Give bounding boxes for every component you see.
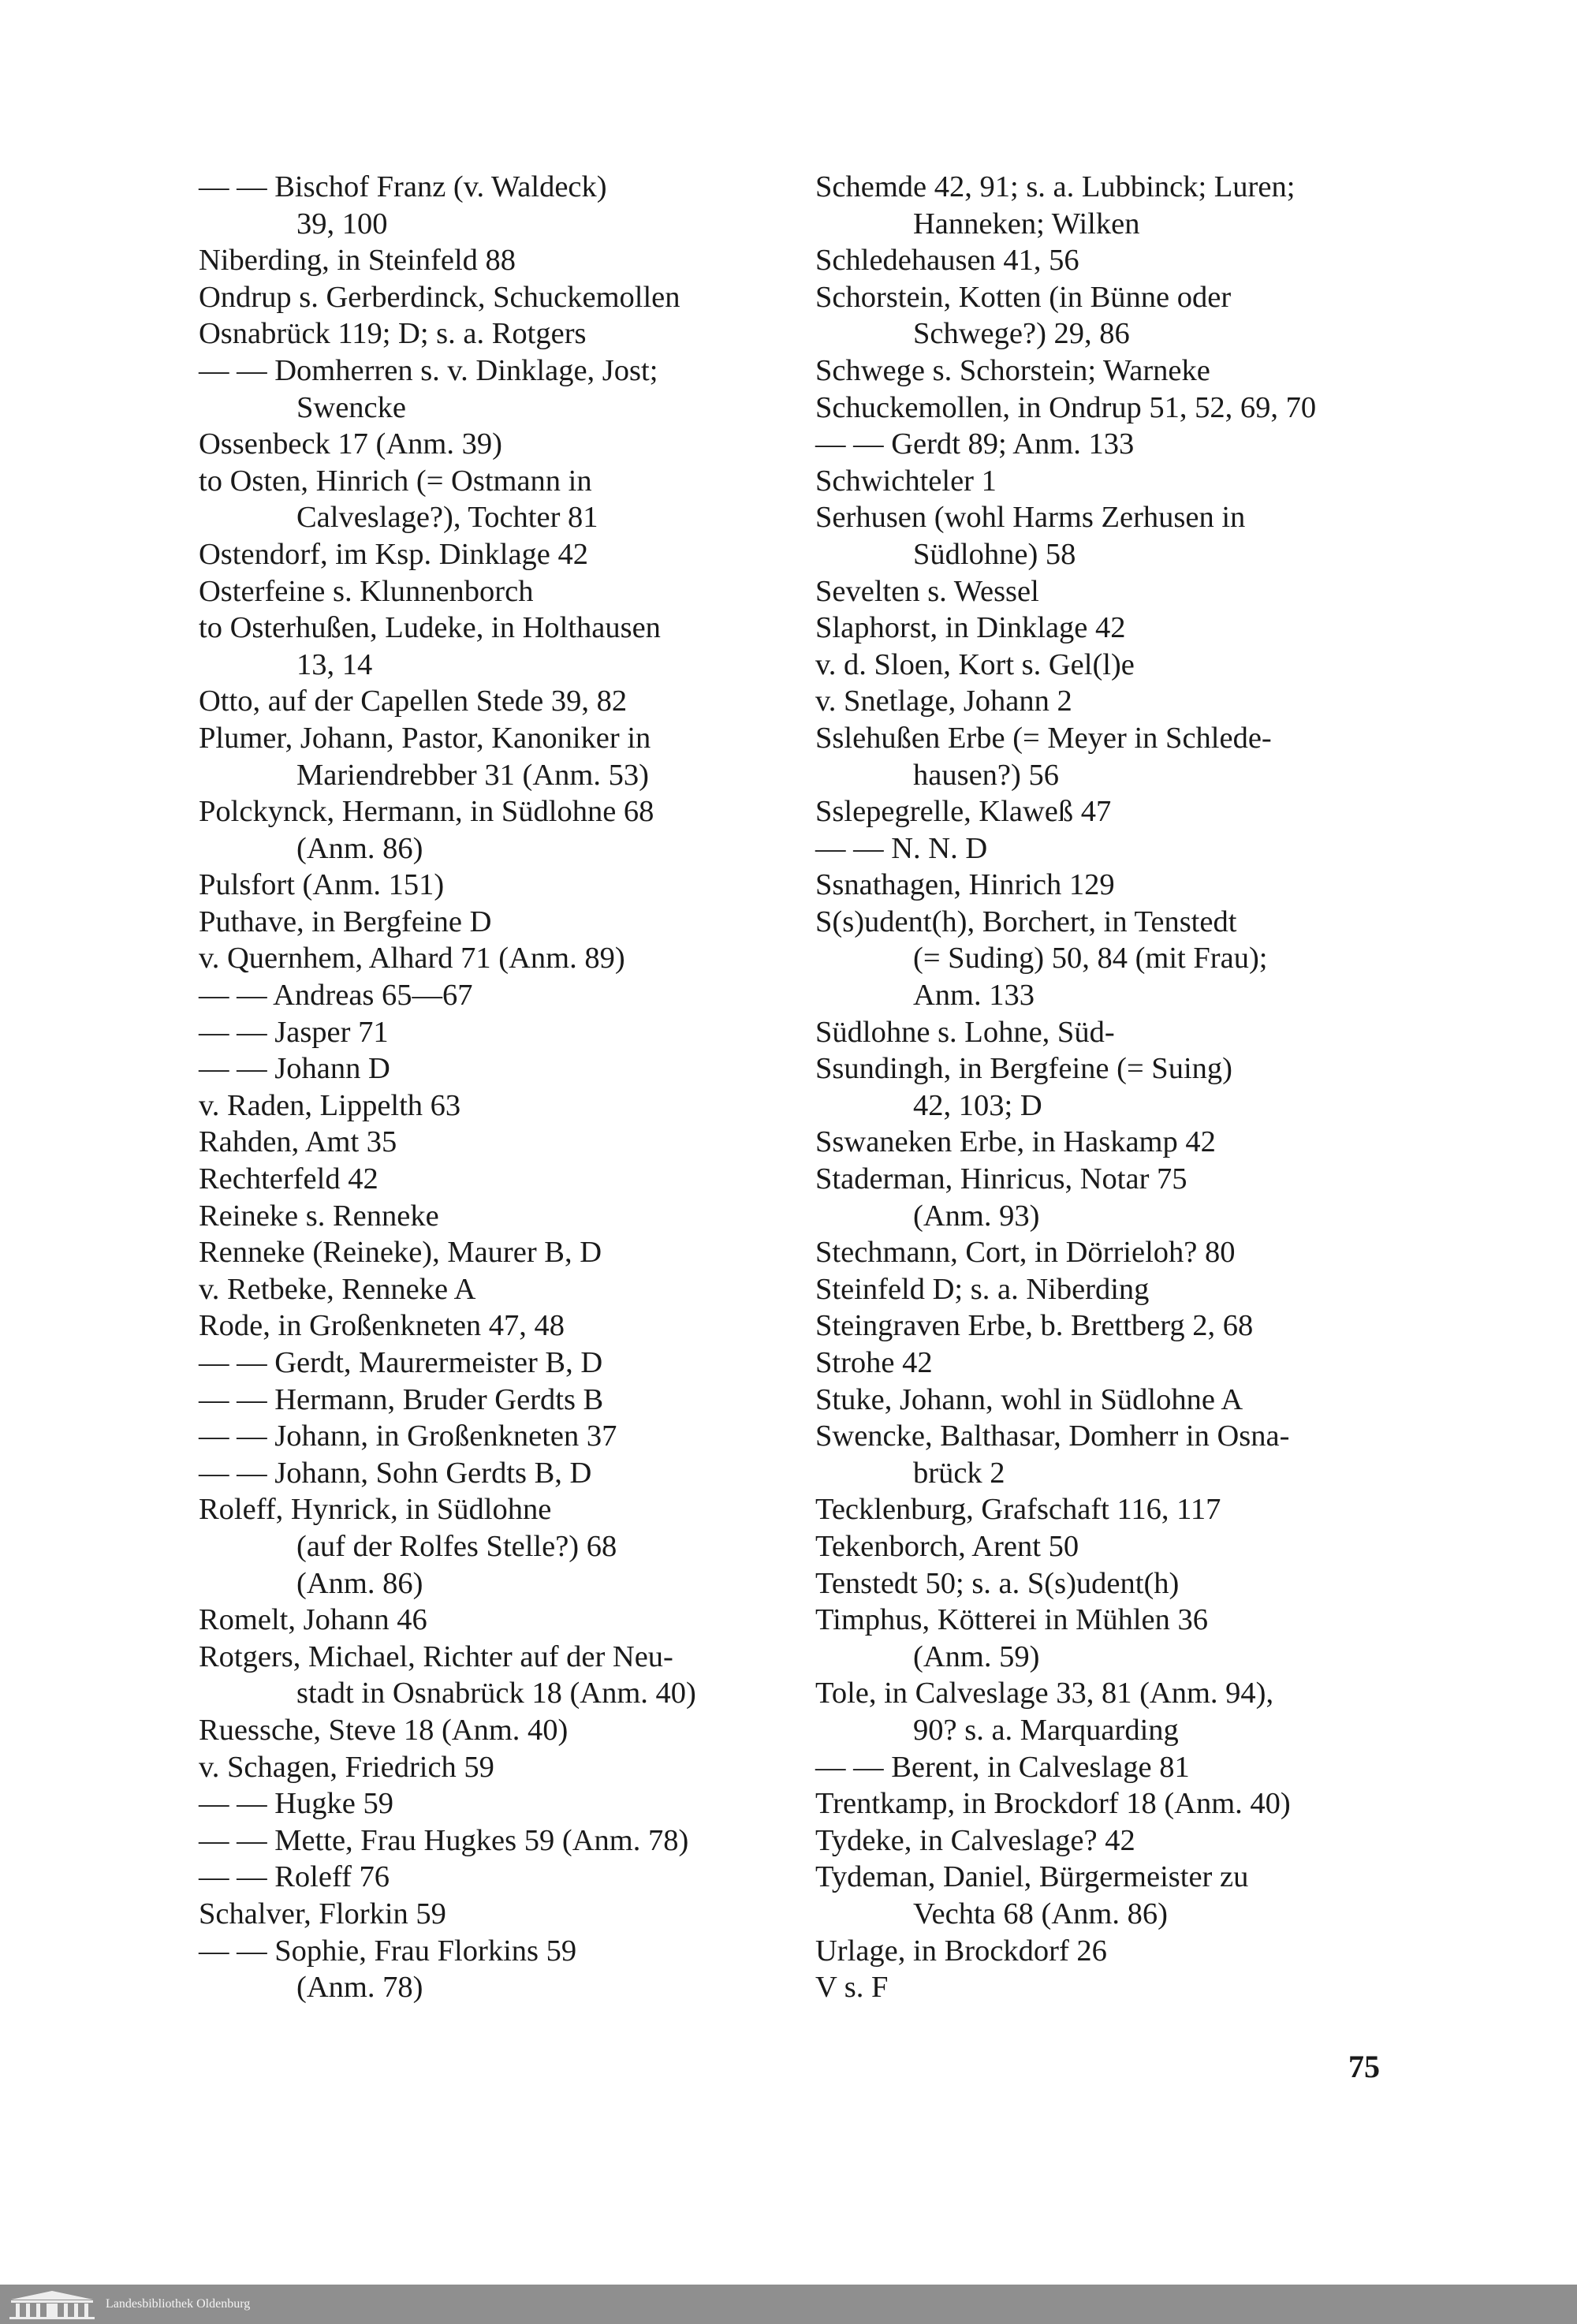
- index-entry-line: Sswaneken Erbe, in Haskamp 42: [815, 1125, 1216, 1159]
- index-entry: [815, 1528, 1399, 1565]
- index-entry-line: Tecklenburg, Grafschaft 116, 117: [815, 1493, 1221, 1527]
- index-entry-line: V s. F: [815, 1971, 889, 2005]
- index-entry-continuation: Anm. 133: [913, 979, 1035, 1013]
- footer-bar: [0, 2285, 1577, 2324]
- index-entry-continuation: (auf der Rolfes Stelle?) 68: [296, 1529, 617, 1563]
- index-entry-line: Niberding, in Steinfeld 88: [199, 244, 516, 278]
- index-entry: [199, 1785, 806, 1822]
- index-entry-line: — — Berent, in Calveslage 81: [815, 1750, 1190, 1784]
- index-entry: [199, 1822, 806, 1860]
- index-entry: [815, 1345, 1399, 1382]
- index-entry: [199, 1161, 806, 1198]
- index-entry: [815, 1675, 1399, 1748]
- index-entry-line: Osterfeine s. Klunnenborch: [199, 574, 534, 608]
- index-entry: [199, 610, 806, 683]
- index-entry-line: Slaphorst, in Dinklage 42: [815, 611, 1126, 645]
- index-entry: [815, 1933, 1399, 1970]
- index-entry-line: Sslehußen Erbe (= Meyer in Schlede-: [815, 721, 1272, 755]
- index-entry-line: Schledehausen 41, 56: [815, 244, 1079, 278]
- index-entry-continuation: Calveslage?), Tochter 81: [296, 501, 598, 535]
- index-entry-line: — — Domherren s. v. Dinklage, Jost;: [199, 353, 658, 387]
- index-entry-line: Plumer, Johann, Pastor, Kanoniker in: [199, 721, 651, 755]
- index-entry: [815, 1050, 1399, 1124]
- index-entry-line: — — Gerdt 89; Anm. 133: [815, 427, 1135, 461]
- index-entry: [815, 793, 1399, 830]
- index-entry-continuation: (Anm. 78): [296, 1971, 423, 2005]
- index-entry: [815, 647, 1399, 684]
- index-entry: [199, 1749, 806, 1786]
- index-entry-continuation: 90? s. a. Marquarding: [913, 1713, 1179, 1747]
- index-entry-line: Rode, in Großenkneten 47, 48: [199, 1309, 565, 1343]
- index-entry-line: — — N. N. D: [815, 831, 988, 865]
- index-entry: [815, 830, 1399, 867]
- index-entry: [199, 977, 806, 1014]
- index-entry-line: Steingraven Erbe, b. Brettberg 2, 68: [815, 1309, 1254, 1343]
- index-entry: [815, 683, 1399, 720]
- index-entry: [199, 1933, 806, 2006]
- index-entry: [199, 1859, 806, 1896]
- index-entry: [199, 1491, 806, 1602]
- index-entry: [815, 1491, 1399, 1528]
- index-entry-continuation: Hanneken; Wilken: [913, 207, 1140, 241]
- index-entry: [199, 1382, 806, 1419]
- index-entry-line: Ssnathagen, Hinrich 129: [815, 868, 1115, 902]
- index-entry: [815, 1161, 1399, 1234]
- index-entry: [815, 1014, 1399, 1051]
- index-entry: [815, 242, 1399, 279]
- index-entry-line: Pulsfort (Anm. 151): [199, 868, 445, 902]
- index-entry: [815, 573, 1399, 610]
- index-entry-line: Swencke, Balthasar, Domherr in Osna-: [815, 1419, 1290, 1453]
- index-entry-line: Schemde 42, 91; s. a. Lubbinck; Luren;: [815, 170, 1296, 203]
- index-entry: [199, 1455, 806, 1492]
- index-entry: [815, 1307, 1399, 1345]
- index-entry-line: S(s)udent(h), Borchert, in Tenstedt: [815, 905, 1237, 938]
- index-entry: [199, 279, 806, 316]
- index-entry: [199, 1896, 806, 1933]
- index-entry: [815, 904, 1399, 1014]
- index-entry-line: Urlage, in Brockdorf 26: [815, 1934, 1107, 1968]
- index-entry: [815, 867, 1399, 904]
- index-entry: [199, 1271, 806, 1308]
- index-entry: [199, 1712, 806, 1749]
- index-entry-line: Südlohne s. Lohne, Süd-: [815, 1015, 1115, 1049]
- index-entry: [815, 1565, 1399, 1602]
- index-entry: [815, 1785, 1399, 1822]
- index-entry-line: Puthave, in Bergfeine D: [199, 905, 492, 938]
- index-entry-line: Timphus, Kötterei in Mühlen 36: [815, 1603, 1209, 1637]
- index-entry-line: — — Roleff 76: [199, 1860, 390, 1894]
- index-entry-line: to Osten, Hinrich (= Ostmann in: [199, 464, 592, 498]
- index-entry: [199, 1307, 806, 1345]
- index-entry-line: v. Schagen, Friedrich 59: [199, 1750, 494, 1784]
- index-entry: [199, 1345, 806, 1382]
- index-entry: [815, 1969, 1399, 2006]
- index-entry-line: Tekenborch, Arent 50: [815, 1529, 1079, 1563]
- index-entry: [815, 463, 1399, 500]
- index-entry-line: v. Retbeke, Renneke A: [199, 1272, 476, 1306]
- index-entry: [199, 1602, 806, 1639]
- index-entry: [199, 1050, 806, 1087]
- index-entry: [199, 1124, 806, 1161]
- index-entry: [815, 610, 1399, 647]
- index-entry: [199, 793, 806, 867]
- index-entry-line: to Osterhußen, Ludeke, in Holthausen: [199, 611, 661, 645]
- index-entry-line: Renneke (Reineke), Maurer B, D: [199, 1236, 602, 1270]
- index-entry-line: Sevelten s. Wessel: [815, 574, 1039, 608]
- index-entry: [815, 1749, 1399, 1786]
- page-number: 75: [1348, 2049, 1380, 2084]
- index-entry: [815, 169, 1399, 242]
- index-entry-line: Ondrup s. Gerberdinck, Schuckemollen: [199, 280, 680, 314]
- index-entry: [199, 1087, 806, 1125]
- index-column-left: [199, 169, 806, 2006]
- index-entry: [199, 169, 806, 242]
- index-entry-line: Sslepegrelle, Klaweß 47: [815, 795, 1112, 829]
- index-entry-continuation: 42, 103; D: [913, 1088, 1042, 1122]
- index-entry-line: Tole, in Calveslage 33, 81 (Anm. 94),: [815, 1677, 1274, 1710]
- index-entry-line: Tydeman, Daniel, Bürgermeister zu: [815, 1860, 1249, 1894]
- index-entry-continuation: brück 2: [913, 1456, 1005, 1490]
- index-entry-line: v. Quernhem, Alhard 71 (Anm. 89): [199, 942, 625, 975]
- index-entry-line: Romelt, Johann 46: [199, 1603, 427, 1637]
- index-entry-line: Rechterfeld 42: [199, 1162, 378, 1196]
- index-entry: [199, 315, 806, 353]
- index-column-right: [815, 169, 1399, 2006]
- index-entry-line: Stechmann, Cort, in Dörrieloh? 80: [815, 1236, 1236, 1270]
- index-entry-line: Tenstedt 50; s. a. S(s)udent(h): [815, 1566, 1180, 1600]
- index-entry-line: Otto, auf der Capellen Stede 39, 82: [199, 685, 628, 718]
- index-entry: [199, 720, 806, 793]
- index-entry-line: — — Johann, in Großenkneten 37: [199, 1419, 617, 1453]
- index-entry: [199, 426, 806, 463]
- index-entry: [815, 720, 1399, 793]
- index-entry: [815, 353, 1399, 390]
- index-entry-line: — — Gerdt, Maurermeister B, D: [199, 1346, 603, 1379]
- index-entry-line: — — Bischof Franz (v. Waldeck): [199, 170, 607, 203]
- index-entry-line: — — Mette, Frau Hugkes 59 (Anm. 78): [199, 1823, 689, 1857]
- index-entry: [815, 1271, 1399, 1308]
- index-entry-line: Schuckemollen, in Ondrup 51, 52, 69, 70: [815, 390, 1317, 424]
- index-entry-line: — — Andreas 65—67: [199, 979, 473, 1013]
- index-entry: [815, 1859, 1399, 1932]
- index-entry: [199, 1639, 806, 1712]
- library-building-icon: [5, 2289, 99, 2324]
- library-name: Landesbibliothek Oldenburg: [106, 2297, 251, 2311]
- index-entry: [815, 390, 1399, 427]
- index-entry: [815, 279, 1399, 353]
- index-entry: [199, 940, 806, 977]
- index-entry-continuation: 13, 14: [296, 647, 373, 681]
- index-entry: [199, 1234, 806, 1271]
- index-entry-line: Steinfeld D; s. a. Niberding: [815, 1272, 1150, 1306]
- index-entry-line: — — Sophie, Frau Florkins 59: [199, 1934, 577, 1968]
- index-entry-continuation: (Anm. 86): [296, 831, 423, 865]
- index-entry-line: v. d. Sloen, Kort s. Gel(l)e: [815, 647, 1135, 681]
- index-entry-continuation: (Anm. 59): [913, 1639, 1040, 1673]
- index-entry-line: Polckynck, Hermann, in Südlohne 68: [199, 795, 654, 829]
- index-entry-continuation: stadt in Osnabrück 18 (Anm. 40): [296, 1677, 696, 1710]
- index-entry-line: Osnabrück 119; D; s. a. Rotgers: [199, 317, 587, 351]
- index-entry-line: Roleff, Hynrick, in Südlohne: [199, 1493, 552, 1527]
- index-entry-line: Strohe 42: [815, 1346, 933, 1379]
- index-entry-line: Serhusen (wohl Harms Zerhusen in: [815, 501, 1246, 535]
- index-entry: [199, 1014, 806, 1051]
- index-entry-line: — — Johann, Sohn Gerdts B, D: [199, 1456, 592, 1490]
- index-entry-line: — — Johann D: [199, 1052, 390, 1086]
- index-entry-line: — — Hermann, Bruder Gerdts B: [199, 1382, 604, 1416]
- index-entry-line: Ostendorf, im Ksp. Dinklage 42: [199, 537, 589, 571]
- index-entry: [199, 1198, 806, 1235]
- index-entry-continuation: (= Suding) 50, 84 (mit Frau);: [913, 942, 1268, 975]
- index-entry-line: Ruessche, Steve 18 (Anm. 40): [199, 1713, 569, 1747]
- index-entry-line: Tydeke, in Calveslage? 42: [815, 1823, 1135, 1857]
- index-entry: [199, 683, 806, 720]
- index-entry-continuation: 39, 100: [296, 207, 388, 241]
- index-entry-line: Reineke s. Renneke: [199, 1199, 439, 1233]
- index-entry: [199, 353, 806, 426]
- index-entry: [815, 1602, 1399, 1675]
- index-entry: [199, 1418, 806, 1455]
- index-entry: [815, 1234, 1399, 1271]
- index-entry-line: — — Hugke 59: [199, 1787, 394, 1821]
- index-entry: [199, 867, 806, 904]
- index-entry-line: Schorstein, Kotten (in Bünne oder: [815, 280, 1232, 314]
- index-entry: [815, 1382, 1399, 1419]
- index-entry: [815, 426, 1399, 463]
- index-entry: [815, 1418, 1399, 1491]
- index-entry-continuation: Swencke: [296, 390, 406, 424]
- index-entry-continuation: Südlohne) 58: [913, 537, 1076, 571]
- index-entry-line: Ssundingh, in Bergfeine (= Suing): [815, 1052, 1232, 1086]
- index-entry: [815, 499, 1399, 573]
- index-entry: [199, 573, 806, 610]
- index-entry: [199, 904, 806, 941]
- index-entry-line: Schalver, Florkin 59: [199, 1897, 446, 1930]
- index-entry-line: — — Jasper 71: [199, 1015, 389, 1049]
- index-entry-line: Ossenbeck 17 (Anm. 39): [199, 427, 502, 461]
- index-entry-continuation: (Anm. 93): [913, 1199, 1040, 1233]
- index-entry-line: Schwichteler 1: [815, 464, 997, 498]
- index-entry: [199, 463, 806, 536]
- index-entry: [199, 242, 806, 279]
- index-entry-continuation: hausen?) 56: [913, 758, 1059, 792]
- index-entry: [199, 536, 806, 573]
- index-entry-line: v. Raden, Lippelth 63: [199, 1088, 461, 1122]
- index-entry-line: Schwege s. Schorstein; Warneke: [815, 353, 1210, 387]
- index-entry-line: Staderman, Hinricus, Notar 75: [815, 1162, 1187, 1196]
- index-entry-line: Rotgers, Michael, Richter auf der Neu-: [199, 1639, 673, 1673]
- index-entry-continuation: (Anm. 86): [296, 1566, 423, 1600]
- index-entry-continuation: Mariendrebber 31 (Anm. 53): [296, 758, 649, 792]
- index-entry: [815, 1822, 1399, 1860]
- index-entry-continuation: Schwege?) 29, 86: [913, 317, 1130, 351]
- index-entry-continuation: Vechta 68 (Anm. 86): [913, 1897, 1168, 1930]
- index-entry-line: v. Snetlage, Johann 2: [815, 685, 1072, 718]
- index-entry-line: Stuke, Johann, wohl in Südlohne A: [815, 1382, 1243, 1416]
- index-entry: [815, 1124, 1399, 1161]
- index-entry-line: Trentkamp, in Brockdorf 18 (Anm. 40): [815, 1787, 1291, 1821]
- index-entry-line: Rahden, Amt 35: [199, 1125, 397, 1159]
